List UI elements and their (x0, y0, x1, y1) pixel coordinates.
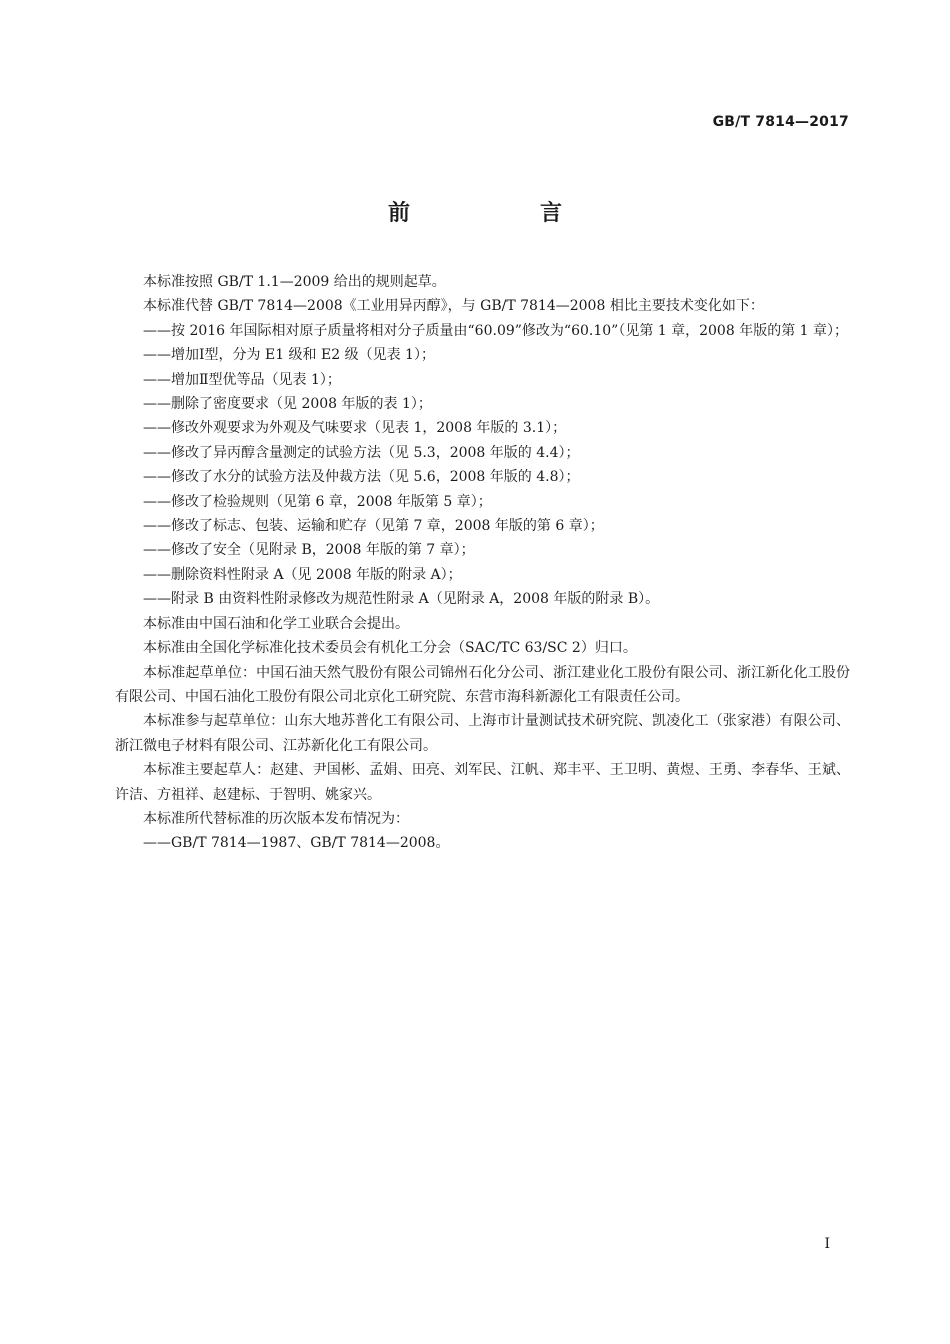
paragraph-history-intro: 本标准所代替标准的历次版本发布情况为： (143, 810, 409, 827)
change-item: ——修改了异丙醇含量测定的试验方法（见 5.3，2008 年版的 4.4）； (143, 444, 580, 461)
paragraph-drafting-units: 本标准起草单位：中国石油天然气股份有限公司锦州石化分公司、浙江建业化工股份有限公司、浙江新化化工股份有限公司、中国石油化工股份有限公司北京化工研究院、东营市海科新源化工有限责任公司。 (115, 664, 850, 705)
change-item: ——增加Ⅰ型，分为 E1 级和 E2 级（见表 1）； (143, 347, 435, 364)
paragraph-drafters: 本标准主要起草人：赵建、尹国彬、孟娟、田亮、刘军民、江帆、郑丰平、王卫明、黄煜、王勇、李春华、王斌、许洁、方祖祥、赵建标、于智明、姚家兴。 (115, 762, 850, 803)
page-number: Ⅰ (824, 1236, 830, 1252)
history-item: ——GB/T 7814—1987、GB/T 7814—2008。 (143, 835, 450, 852)
paragraph-participating-units: 本标准参与起草单位：山东大地苏普化工有限公司、上海市计量测试技术研究院、凯凌化工（张家港）有限公司、浙江微电子材料有限公司、江苏新化化工有限公司。 (115, 713, 850, 754)
change-item: ——删除了密度要求（见 2008 年版的表 1）； (143, 396, 432, 413)
standard-code: GB/T 7814—2017 (712, 114, 849, 130)
change-item: ——修改了水分的试验方法及仲裁方法（见 5.6，2008 年版的 4.8）； (143, 469, 580, 486)
paragraph-committee: 本标准由全国化学标准化技术委员会有机化工分会（SAC/TC 63/SC 2）归口。 (143, 640, 637, 657)
change-item: ——修改外观要求为外观及气味要求（见表 1，2008 年版的 3.1）； (143, 420, 567, 437)
change-item: ——附录 B 由资料性附录修改为规范性附录 A（见附录 A，2008 年版的附录 B）。 (143, 591, 660, 608)
change-item: ——修改了检验规则（见第 6 章，2008 年版第 5 章）； (143, 493, 492, 510)
document-body (115, 270, 850, 856)
paragraph-proposer: 本标准由中国石油和化学工业联合会提出。 (143, 615, 409, 632)
change-item: ——按 2016 年国际相对原子质量将相对分子质量由“60.09”修改为“60.10”（见第 1 章，2008 年版的第 1 章）； (143, 322, 849, 339)
change-item: ——修改了安全（见附录 B，2008 年版的第 7 章）； (143, 542, 475, 559)
page-title: 前 言 (387, 201, 616, 226)
change-item: ——删除资料性附录 A（见 2008 年版的附录 A）； (143, 566, 462, 583)
change-item: ——修改了标志、包装、运输和贮存（见第 7 章，2008 年版的第 6 章）； (143, 518, 604, 535)
paragraph-replaces: 本标准代替 GB/T 7814—2008《工业用异丙醇》，与 GB/T 7814—2008 相比主要技术变化如下： (143, 298, 764, 315)
paragraph-drafting-rules: 本标准按照 GB/T 1.1—2009 给出的规则起草。 (143, 274, 446, 290)
change-item: ——增加Ⅱ型优等品（见表 1）； (143, 371, 341, 388)
